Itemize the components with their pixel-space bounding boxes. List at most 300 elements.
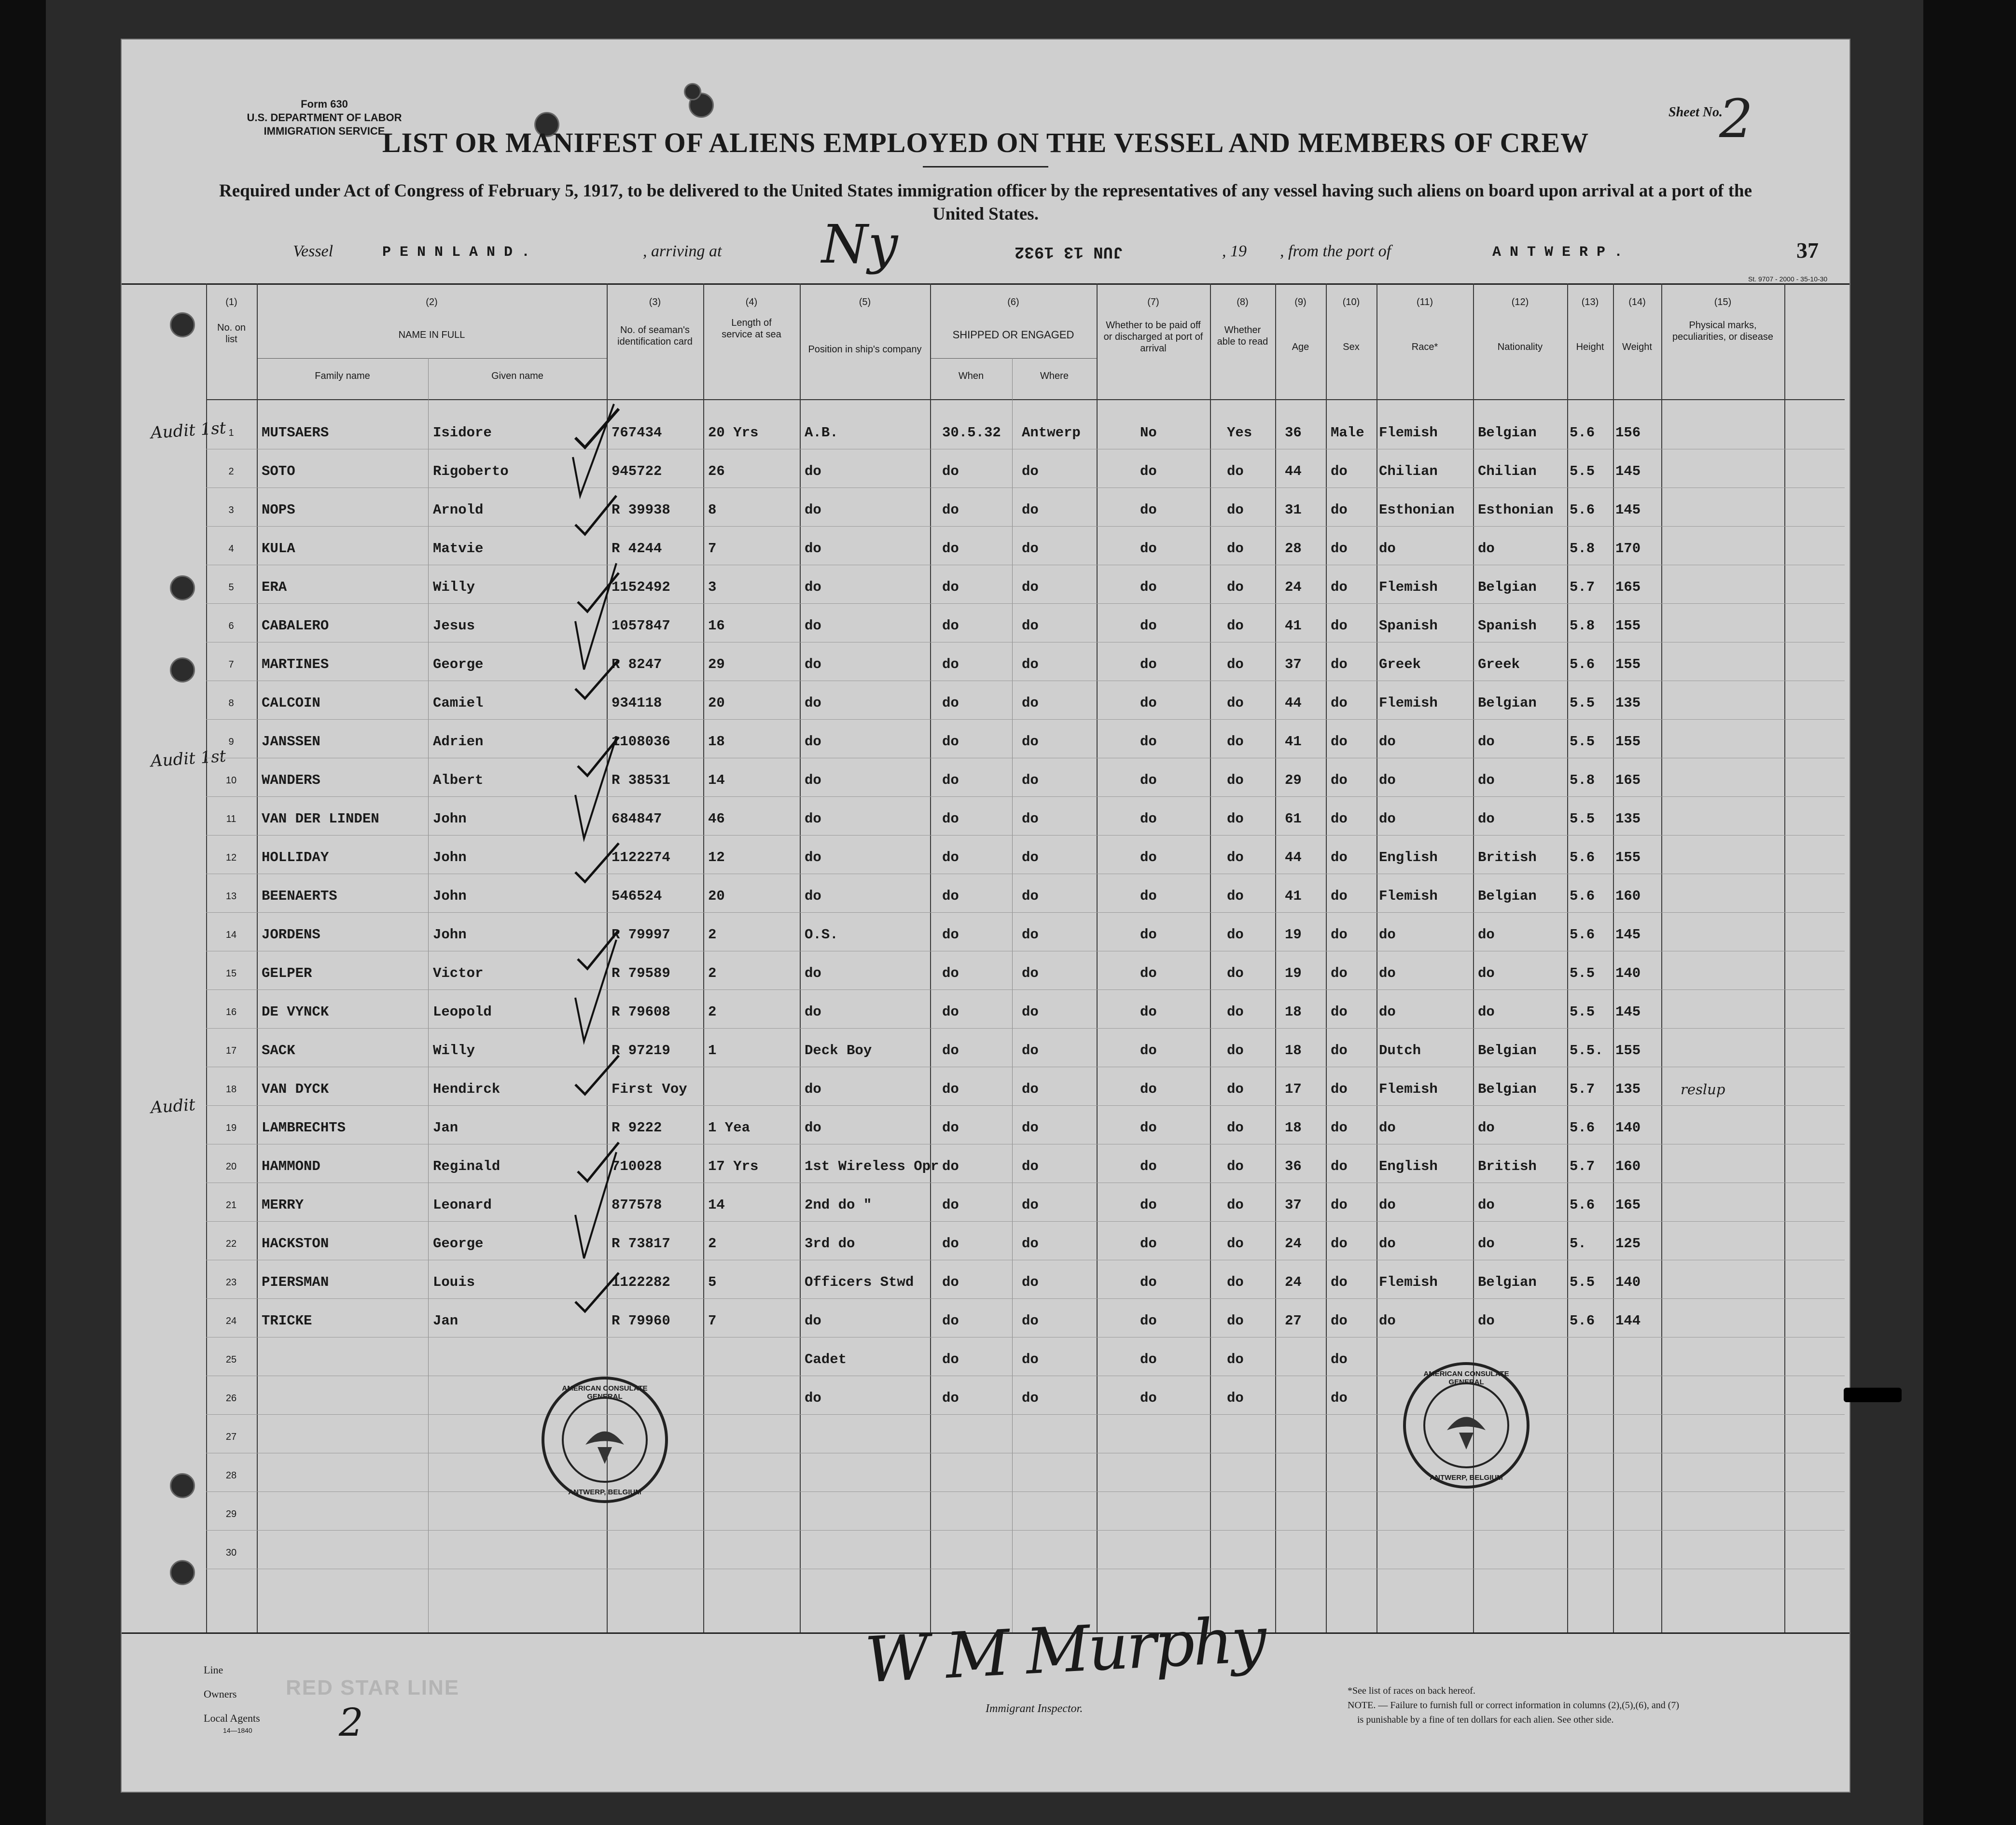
given-name-cell: John bbox=[433, 888, 467, 904]
weight-cell: 144 bbox=[1615, 1313, 1641, 1329]
position-cell: O.S. bbox=[805, 927, 838, 943]
service-length-cell: 17 Yrs bbox=[708, 1158, 759, 1174]
header-weight: Weight bbox=[1622, 342, 1652, 352]
race-cell: Flemish bbox=[1379, 695, 1438, 711]
position-cell: do bbox=[805, 502, 821, 518]
position-cell: do bbox=[805, 811, 821, 827]
given-name-cell: Adrien bbox=[433, 734, 484, 750]
sex-cell: do bbox=[1331, 1236, 1348, 1252]
service-length-cell: 7 bbox=[708, 541, 717, 557]
row-number: 20 bbox=[225, 1161, 237, 1172]
header-given-name: Given name bbox=[491, 371, 543, 381]
nationality-cell: do bbox=[1478, 1236, 1495, 1252]
margin-audit-note: Audit 1st bbox=[150, 746, 227, 771]
sex-cell: do bbox=[1331, 927, 1348, 943]
table-row bbox=[122, 604, 1849, 643]
paid-off-cell: do bbox=[1140, 1197, 1157, 1213]
nationality-cell: do bbox=[1478, 734, 1495, 750]
footer-owners-label: Owners bbox=[204, 1688, 237, 1700]
given-name-cell: Isidore bbox=[433, 425, 492, 441]
table-row bbox=[122, 952, 1849, 990]
shipped-when-cell: do bbox=[942, 1236, 959, 1252]
header-age: Age bbox=[1292, 342, 1309, 352]
weight-cell: 145 bbox=[1615, 1004, 1641, 1020]
position-cell: Cadet bbox=[805, 1351, 847, 1367]
family-name-cell: CALCOIN bbox=[262, 695, 320, 711]
shipped-when-cell: do bbox=[942, 579, 959, 595]
service-length-cell: 26 bbox=[708, 463, 725, 479]
position-cell: do bbox=[805, 850, 821, 865]
position-cell: do bbox=[805, 656, 821, 672]
table-row bbox=[122, 1492, 1849, 1531]
service-length-cell: 46 bbox=[708, 811, 725, 827]
age-cell: 27 bbox=[1285, 1313, 1302, 1329]
nationality-cell: do bbox=[1478, 811, 1495, 827]
table-row bbox=[122, 1145, 1849, 1184]
family-name-cell: VAN DER LINDEN bbox=[262, 811, 379, 827]
height-cell: 5.7 bbox=[1570, 1081, 1595, 1097]
row-number: 24 bbox=[225, 1316, 237, 1326]
given-name-cell: Reginald bbox=[433, 1158, 501, 1174]
sex-cell: do bbox=[1331, 888, 1348, 904]
given-name-cell: Jan bbox=[433, 1120, 459, 1136]
sex-cell: do bbox=[1331, 656, 1348, 672]
weight-cell: 145 bbox=[1615, 927, 1641, 943]
sex-cell: do bbox=[1331, 811, 1348, 827]
shipped-where-cell: do bbox=[1022, 772, 1039, 788]
height-cell: 5.7 bbox=[1570, 579, 1595, 595]
id-card-cell: R 97219 bbox=[612, 1043, 670, 1059]
service-length-cell: 7 bbox=[708, 1313, 717, 1329]
table-row bbox=[122, 990, 1849, 1029]
height-cell: 5.5 bbox=[1570, 695, 1595, 711]
seal-bottom-text: ANTWERP, BELGIUM bbox=[1430, 1474, 1503, 1482]
id-card-cell: R 38531 bbox=[612, 772, 670, 788]
sex-cell: do bbox=[1331, 1274, 1348, 1290]
row-rule bbox=[206, 1491, 1845, 1492]
shipped-where-cell: do bbox=[1022, 1081, 1039, 1097]
row-rule bbox=[206, 835, 1845, 836]
sex-cell: do bbox=[1331, 695, 1348, 711]
col-number: (5) bbox=[859, 297, 871, 307]
header-length-service: Length of service at sea bbox=[722, 318, 781, 340]
position-cell: Officers Stwd bbox=[805, 1274, 914, 1290]
service-length-cell: 3 bbox=[708, 579, 717, 595]
row-number: 25 bbox=[225, 1354, 237, 1365]
able-read-cell: do bbox=[1227, 1081, 1244, 1097]
able-read-cell: do bbox=[1227, 1313, 1244, 1329]
remarks-cell: reslup bbox=[1681, 1081, 1725, 1098]
seal-bottom-text: ANTWERP, BELGIUM bbox=[568, 1488, 641, 1496]
id-card-cell: R 79960 bbox=[612, 1313, 670, 1329]
service-length-cell: 14 bbox=[708, 1197, 725, 1213]
title-underline bbox=[923, 166, 1048, 167]
position-cell: do bbox=[805, 618, 821, 634]
id-card-cell: R 39938 bbox=[612, 502, 670, 518]
position-cell: do bbox=[805, 772, 821, 788]
table-top-border bbox=[122, 283, 1849, 285]
family-name-cell: GELPER bbox=[262, 965, 312, 981]
race-cell: English bbox=[1379, 1158, 1438, 1174]
header-no-on-list: No. on list bbox=[217, 322, 246, 345]
height-cell: 5.6 bbox=[1570, 850, 1595, 865]
able-read-cell: Yes bbox=[1227, 425, 1252, 441]
paid-off-cell: do bbox=[1140, 734, 1157, 750]
race-cell: do bbox=[1379, 734, 1396, 750]
row-rule bbox=[206, 526, 1845, 527]
row-number: 27 bbox=[225, 1432, 237, 1442]
shipped-when-cell: do bbox=[942, 1390, 959, 1406]
page-title: LIST OR MANIFEST OF ALIENS EMPLOYED ON THE VESSEL AND MEMBERS OF CREW bbox=[382, 127, 1589, 158]
page-stamp-number: 37 bbox=[1796, 238, 1819, 263]
table-row bbox=[122, 1299, 1849, 1338]
age-cell: 37 bbox=[1285, 656, 1302, 672]
family-name-cell: WANDERS bbox=[262, 772, 320, 788]
shipped-when-cell: do bbox=[942, 927, 959, 943]
table-row bbox=[122, 1184, 1849, 1222]
margin-audit-note: Audit 1st bbox=[150, 418, 227, 443]
age-cell: 41 bbox=[1285, 888, 1302, 904]
form-number: Form 630 bbox=[301, 98, 348, 110]
row-rule bbox=[206, 1221, 1845, 1222]
nationality-cell: do bbox=[1478, 772, 1495, 788]
family-name-cell: HOLLIDAY bbox=[262, 850, 329, 865]
table-row bbox=[122, 1531, 1849, 1570]
shipped-where-cell: do bbox=[1022, 502, 1039, 518]
shipped-split-line bbox=[930, 358, 1097, 359]
row-number: 10 bbox=[225, 775, 237, 786]
service-length-cell: 1 bbox=[708, 1043, 717, 1059]
departure-port: A N T W E R P . bbox=[1492, 244, 1623, 261]
id-card-cell: R 79589 bbox=[612, 965, 670, 981]
age-cell: 36 bbox=[1285, 425, 1302, 441]
header-bottom-border bbox=[206, 399, 1845, 400]
race-cell: English bbox=[1379, 850, 1438, 865]
table-row bbox=[122, 1222, 1849, 1261]
row-rule bbox=[206, 1105, 1845, 1106]
able-read-cell: do bbox=[1227, 579, 1244, 595]
shipped-where-cell: do bbox=[1022, 888, 1039, 904]
race-cell: Greek bbox=[1379, 656, 1421, 672]
row-rule bbox=[206, 1530, 1845, 1531]
weight-cell: 160 bbox=[1615, 888, 1641, 904]
family-name-cell: JORDENS bbox=[262, 927, 320, 943]
sheet-number-value: 2 bbox=[1719, 88, 1753, 150]
nationality-cell: Belgian bbox=[1478, 1043, 1537, 1059]
given-name-cell: Camiel bbox=[433, 695, 484, 711]
able-read-cell: do bbox=[1227, 888, 1244, 904]
paid-off-cell: do bbox=[1140, 1236, 1157, 1252]
shipped-where-cell: do bbox=[1022, 1197, 1039, 1213]
race-cell: Chilian bbox=[1379, 463, 1438, 479]
given-name-cell: Albert bbox=[433, 772, 484, 788]
footer-agents-label: Local Agents bbox=[204, 1712, 260, 1724]
race-cell: do bbox=[1379, 1236, 1396, 1252]
id-card-cell: 1122274 bbox=[612, 850, 670, 865]
race-cell: Flemish bbox=[1379, 425, 1438, 441]
table-row bbox=[122, 913, 1849, 952]
nationality-cell: do bbox=[1478, 1120, 1495, 1136]
id-card-cell: R 73817 bbox=[612, 1236, 670, 1252]
line-stamp: RED STAR LINE bbox=[286, 1676, 460, 1700]
id-card-cell: First Voy bbox=[612, 1081, 687, 1097]
age-cell: 44 bbox=[1285, 695, 1302, 711]
age-cell: 44 bbox=[1285, 850, 1302, 865]
service-length-cell: 1 Yea bbox=[708, 1120, 751, 1136]
able-read-cell: do bbox=[1227, 656, 1244, 672]
able-read-cell: do bbox=[1227, 1004, 1244, 1020]
age-cell: 37 bbox=[1285, 1197, 1302, 1213]
family-name-cell: HAMMOND bbox=[262, 1158, 320, 1174]
weight-cell: 125 bbox=[1615, 1236, 1641, 1252]
height-cell: 5.5 bbox=[1570, 1004, 1595, 1020]
row-number: 12 bbox=[225, 852, 237, 863]
height-cell: 5.6 bbox=[1570, 502, 1595, 518]
sex-cell: do bbox=[1331, 1120, 1348, 1136]
header-able-read: Whether able to read bbox=[1217, 325, 1268, 347]
row-rule bbox=[206, 989, 1845, 990]
header-physical-marks: Physical marks, peculiarities, or disease bbox=[1672, 320, 1773, 342]
position-cell: do bbox=[805, 579, 821, 595]
shipped-when-cell: do bbox=[942, 656, 959, 672]
position-cell: do bbox=[805, 1081, 821, 1097]
paid-off-cell: do bbox=[1140, 579, 1157, 595]
paid-off-cell: do bbox=[1140, 463, 1157, 479]
shipped-when-cell: do bbox=[942, 1351, 959, 1367]
nationality-cell: British bbox=[1478, 1158, 1537, 1174]
row-number: 19 bbox=[225, 1123, 237, 1133]
paid-off-cell: do bbox=[1140, 1004, 1157, 1020]
given-name-cell: John bbox=[433, 927, 467, 943]
shipped-when-cell: do bbox=[942, 463, 959, 479]
row-rule bbox=[206, 912, 1845, 913]
col-number: (1) bbox=[225, 297, 237, 307]
header-nationality: Nationality bbox=[1497, 342, 1543, 352]
shipped-where-cell: do bbox=[1022, 618, 1039, 634]
row-number: 13 bbox=[225, 891, 237, 902]
position-cell: 3rd do bbox=[805, 1236, 855, 1252]
manifest-page bbox=[121, 39, 1850, 1793]
row-number: 9 bbox=[228, 737, 234, 747]
col-number: (7) bbox=[1147, 297, 1159, 307]
col-number: (9) bbox=[1294, 297, 1307, 307]
check-marks bbox=[566, 399, 624, 1413]
shipped-where-cell: do bbox=[1022, 1120, 1039, 1136]
table-row bbox=[122, 682, 1849, 720]
able-read-cell: do bbox=[1227, 502, 1244, 518]
row-number: 21 bbox=[225, 1200, 237, 1211]
paid-off-cell: do bbox=[1140, 1313, 1157, 1329]
row-rule bbox=[206, 1414, 1845, 1415]
nationality-cell: Spanish bbox=[1478, 618, 1537, 634]
height-cell: 5.5 bbox=[1570, 463, 1595, 479]
given-name-cell: Leopold bbox=[433, 1004, 492, 1020]
table-row bbox=[122, 1106, 1849, 1145]
col-number: (10) bbox=[1342, 297, 1360, 307]
shipped-when-cell: do bbox=[942, 1313, 959, 1329]
shipped-where-cell: do bbox=[1022, 811, 1039, 827]
service-length-cell: 2 bbox=[708, 1236, 717, 1252]
family-name-cell: DE VYNCK bbox=[262, 1004, 329, 1020]
position-cell: do bbox=[805, 1004, 821, 1020]
race-cell: Flemish bbox=[1379, 1274, 1438, 1290]
table-row bbox=[122, 1454, 1849, 1492]
able-read-cell: do bbox=[1227, 811, 1244, 827]
paid-off-cell: do bbox=[1140, 1351, 1157, 1367]
age-cell: 31 bbox=[1285, 502, 1302, 518]
age-cell: 24 bbox=[1285, 1236, 1302, 1252]
margin-audit-note: Audit bbox=[150, 1095, 196, 1118]
row-number: 28 bbox=[225, 1470, 237, 1481]
age-cell: 41 bbox=[1285, 734, 1302, 750]
row-number: 26 bbox=[225, 1393, 237, 1404]
height-cell: 5.6 bbox=[1570, 1313, 1595, 1329]
id-card-cell: 945722 bbox=[612, 463, 662, 479]
family-name-cell: LAMBRECHTS bbox=[262, 1120, 346, 1136]
given-name-cell: Arnold bbox=[433, 502, 484, 518]
age-cell: 17 bbox=[1285, 1081, 1302, 1097]
family-name-cell: SACK bbox=[262, 1043, 295, 1059]
id-card-cell: 546524 bbox=[612, 888, 662, 904]
col-number: (11) bbox=[1416, 297, 1433, 307]
punch-hole bbox=[170, 312, 195, 337]
shipped-where-cell: do bbox=[1022, 1004, 1039, 1020]
row-number: 2 bbox=[228, 466, 234, 477]
name-split-line bbox=[257, 358, 607, 359]
nationality-cell: do bbox=[1478, 1313, 1495, 1329]
age-cell: 29 bbox=[1285, 772, 1302, 788]
race-cell: do bbox=[1379, 1120, 1396, 1136]
table-row bbox=[122, 1261, 1849, 1299]
given-name-cell: Victor bbox=[433, 965, 484, 981]
able-read-cell: do bbox=[1227, 1043, 1244, 1059]
weight-cell: 145 bbox=[1615, 463, 1641, 479]
family-name-cell: TRICKE bbox=[262, 1313, 312, 1329]
table-row bbox=[122, 875, 1849, 913]
sex-cell: do bbox=[1331, 1158, 1348, 1174]
shipped-when-cell: do bbox=[942, 1274, 959, 1290]
position-cell: Deck Boy bbox=[805, 1043, 872, 1059]
row-number: 11 bbox=[226, 814, 236, 824]
position-cell: 2nd do " bbox=[805, 1197, 872, 1213]
table-row bbox=[122, 1068, 1849, 1106]
sex-cell: do bbox=[1331, 541, 1348, 557]
paid-off-cell: do bbox=[1140, 1120, 1157, 1136]
table-row bbox=[122, 759, 1849, 797]
paid-off-cell: do bbox=[1140, 1081, 1157, 1097]
race-cell: do bbox=[1379, 541, 1396, 557]
race-cell: Dutch bbox=[1379, 1043, 1421, 1059]
paid-off-cell: do bbox=[1140, 888, 1157, 904]
service-name: IMMIGRATION SERVICE bbox=[264, 125, 385, 137]
family-name-cell: BEENAERTS bbox=[262, 888, 337, 904]
position-cell: do bbox=[805, 463, 821, 479]
race-cell: Esthonian bbox=[1379, 502, 1455, 518]
family-name-cell: JANSSEN bbox=[262, 734, 320, 750]
sex-cell: do bbox=[1331, 1043, 1348, 1059]
arriving-label: , arriving at bbox=[643, 242, 722, 260]
race-cell: do bbox=[1379, 965, 1396, 981]
header-sex: Sex bbox=[1343, 342, 1360, 352]
id-card-cell: 767434 bbox=[612, 425, 662, 441]
given-name-cell: George bbox=[433, 1236, 484, 1252]
sex-cell: do bbox=[1331, 1390, 1348, 1406]
sheet-number-label: Sheet No. bbox=[1668, 105, 1723, 120]
shipped-where-cell: do bbox=[1022, 1313, 1039, 1329]
paid-off-cell: do bbox=[1140, 618, 1157, 634]
weight-cell: 165 bbox=[1615, 772, 1641, 788]
weight-cell: 155 bbox=[1615, 618, 1641, 634]
paid-off-cell: No bbox=[1140, 425, 1157, 441]
inspector-signature: W M Murphy bbox=[863, 1602, 1267, 1697]
header-height: Height bbox=[1576, 342, 1604, 352]
row-number: 18 bbox=[225, 1084, 237, 1095]
given-name-cell: Louis bbox=[433, 1274, 475, 1290]
given-name-cell: Hendirck bbox=[433, 1081, 501, 1097]
able-read-cell: do bbox=[1227, 1274, 1244, 1290]
footer-note-races: *See list of races on back hereof. bbox=[1348, 1686, 1475, 1696]
shipped-where-cell: do bbox=[1022, 1390, 1039, 1406]
row-number: 1 bbox=[228, 428, 234, 438]
col-number: (13) bbox=[1581, 297, 1599, 307]
eagle-emblem-icon bbox=[562, 1397, 648, 1483]
weight-cell: 140 bbox=[1615, 1120, 1641, 1136]
age-cell: 24 bbox=[1285, 1274, 1302, 1290]
paid-off-cell: do bbox=[1140, 695, 1157, 711]
consulate-seal bbox=[542, 1377, 668, 1503]
position-cell: do bbox=[805, 695, 821, 711]
weight-cell: 170 bbox=[1615, 541, 1641, 557]
sex-cell: do bbox=[1331, 502, 1348, 518]
weight-cell: 135 bbox=[1615, 1081, 1641, 1097]
weight-cell: 165 bbox=[1615, 1197, 1641, 1213]
col-number: (6) bbox=[1007, 297, 1019, 307]
weight-cell: 165 bbox=[1615, 579, 1641, 595]
race-cell: do bbox=[1379, 811, 1396, 827]
service-length-cell: 20 Yrs bbox=[708, 425, 759, 441]
row-number: 17 bbox=[225, 1045, 237, 1056]
row-rule bbox=[206, 719, 1845, 720]
height-cell: 5.6 bbox=[1570, 656, 1595, 672]
able-read-cell: do bbox=[1227, 772, 1244, 788]
race-cell: do bbox=[1379, 772, 1396, 788]
shipped-where-cell: Antwerp bbox=[1022, 425, 1081, 441]
service-length-cell: 29 bbox=[708, 656, 725, 672]
height-cell: 5.8 bbox=[1570, 541, 1595, 557]
date-stamp: JUN 13 1932 bbox=[1015, 242, 1123, 261]
height-cell: 5.6 bbox=[1570, 425, 1595, 441]
race-cell: do bbox=[1379, 1313, 1396, 1329]
height-cell: 5.5 bbox=[1570, 811, 1595, 827]
paid-off-cell: do bbox=[1140, 1158, 1157, 1174]
able-read-cell: do bbox=[1227, 541, 1244, 557]
weight-cell: 155 bbox=[1615, 656, 1641, 672]
family-name-cell: HACKSTON bbox=[262, 1236, 329, 1252]
row-number: 30 bbox=[225, 1547, 237, 1558]
able-read-cell: do bbox=[1227, 1351, 1244, 1367]
position-cell: 1st Wireless Opr bbox=[805, 1158, 939, 1174]
sex-cell: do bbox=[1331, 965, 1348, 981]
able-read-cell: do bbox=[1227, 1236, 1244, 1252]
id-card-cell: 1122282 bbox=[612, 1274, 670, 1290]
shipped-where-cell: do bbox=[1022, 1043, 1039, 1059]
sex-cell: do bbox=[1331, 1313, 1348, 1329]
shipped-where-cell: do bbox=[1022, 1236, 1039, 1252]
from-port-label: , from the port of bbox=[1280, 242, 1391, 260]
height-cell: 5.5 bbox=[1570, 1274, 1595, 1290]
position-cell: do bbox=[805, 541, 821, 557]
col-number: (4) bbox=[745, 297, 758, 307]
